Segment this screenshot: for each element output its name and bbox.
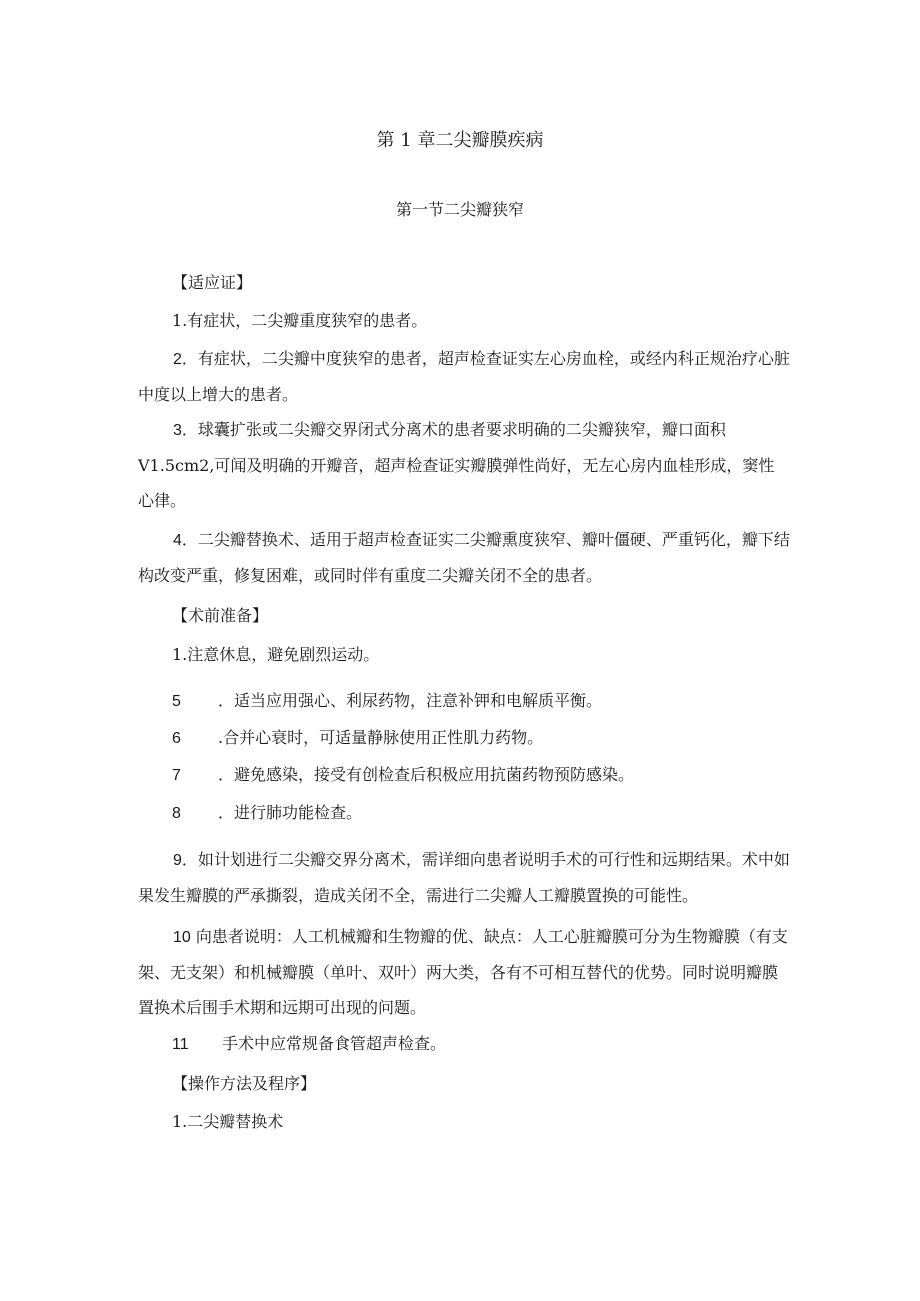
indication-item-2-number: 2 (173, 351, 182, 368)
preop-item-1: 1.注意休息，避免剧烈运动。 (172, 645, 380, 664)
indication-item-4 (138, 522, 790, 593)
preop-item-11 (172, 1032, 446, 1057)
preop-item-8-number: 8 (172, 805, 181, 822)
preop-item-9-number: 9 (173, 852, 182, 869)
procedure-heading: 【操作方法及程序】 (172, 1074, 317, 1093)
preop-item-5-number: 5 (172, 693, 181, 710)
indication-item-4-number: 4 (173, 532, 182, 549)
indication-item-1: 1.有症状，二尖瓣重度狭窄的患者。 (172, 311, 428, 330)
indication-item-3-number: 3 (173, 422, 182, 439)
preop-item-11-text: 手术中应常规备食管超声检查。 (222, 1034, 447, 1053)
section-title: 第一节二尖瓣狭窄 (395, 200, 524, 219)
preop-item-10 (138, 919, 790, 1025)
chapter-title: 第 1 章二尖瓣膜疾病 (376, 130, 544, 151)
preop-heading: 【术前准备】 (172, 606, 269, 625)
indication-item-2 (138, 341, 790, 412)
preop-item-5 (172, 689, 602, 714)
preop-item-8-text: ．进行肺功能检查。 (218, 803, 363, 822)
preop-item-10-text: 向患者说明：人工机械瓣和生物瓣的优、缺点：人工心脏瓣膜可分为生物瓣膜（有支架、无支架）和机械瓣膜（单叶、双叶）两大类，各有不可相互替代的优势。同时说明瓣膜置换术后围手术期和远期可出现的问题。 (138, 927, 788, 1017)
indication-item-3 (138, 412, 790, 518)
indications-heading: 【适应证】 (172, 273, 253, 292)
preop-item-6 (172, 726, 543, 751)
indication-item-3-text: ．球囊扩张或二尖瓣交界闭式分离术的患者要求明确的二尖瓣狭窄，瓣口面积V1.5cm2,可闻及明确的开瓣音，超声检查证实瓣膜弹性尚好，无左心房内血桂形成，窦性心律。 (138, 420, 775, 510)
indication-item-4-text: ．二尖瓣替换术、适用于超声检查证实二尖瓣熏度狭窄、瓣叶僵硬、严重钙化，瓣下结构改变严重，修复困难，或同时伴有重度二尖瓣关闭不全的患者。 (138, 530, 790, 585)
indication-item-2-text: ．有症状，二尖瓣中度狭窄的患者，超声检查证实左心房血栓，或经内科正规治疗心脏中度以上增大的患者。 (138, 349, 790, 404)
preop-item-9 (138, 842, 790, 913)
preop-item-10-number: 10 (173, 929, 191, 946)
preop-item-9-text: ．如计划进行二尖瓣交界分离术，需详细向患者说明手术的可行性和远期结果。术中如果发生瓣膜的严承撕裂，造成关闭不全，需进行二尖瓣人工瓣膜置换的可能性。 (138, 850, 790, 905)
preop-item-6-text: .合并心衰时，可适量静脉使用正性肌力药物。 (218, 728, 544, 747)
preop-item-7-text: ．避免感染，接受有创检查后积极应用抗菌药物预防感染。 (218, 765, 635, 784)
preop-item-11-number: 11 (172, 1036, 189, 1053)
procedure-item-1: 1.二尖瓣替换术 (172, 1112, 284, 1131)
preop-item-8 (172, 801, 362, 826)
preop-item-5-text: ．适当应用强心、利尿药物，注意补钾和电解质平衡。 (218, 691, 603, 710)
preop-item-7 (172, 763, 634, 788)
preop-item-6-number: 6 (172, 730, 181, 747)
preop-item-7-number: 7 (172, 767, 181, 784)
